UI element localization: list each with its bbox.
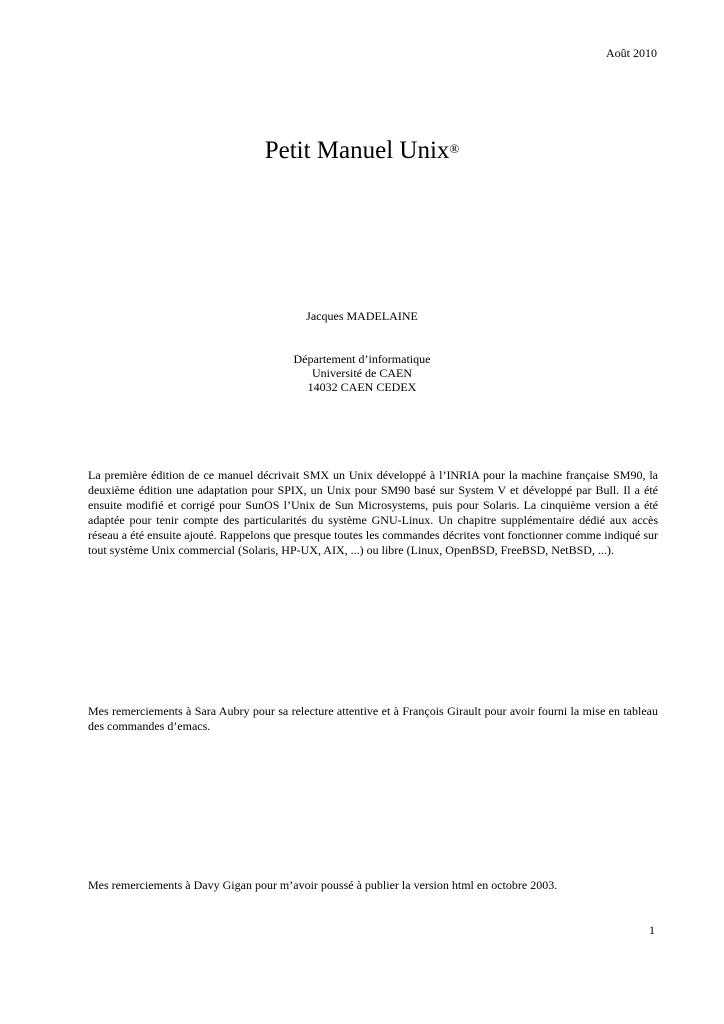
document-date: Août 2010 bbox=[606, 46, 657, 60]
address-university: Université de CAEN bbox=[312, 366, 412, 380]
author-address bbox=[0, 352, 724, 394]
registered-mark: ® bbox=[449, 141, 460, 156]
address-department: Département d’informatique bbox=[293, 352, 431, 366]
intro-paragraph: La première édition de ce manuel décrivait SMX un Unix développé à l’INRIA pour la machine française SM90, la deuxième édition une adaptation pour SPIX, un Unix pour SM90 basé sur System V et développé par Bull. Il a été ensuite modifié et corrigé pour SunOS l’Unix de Sun Microsystems, puis pour Solaris. La cinquième version a été adaptée pour tenir compte des particularités du système GNU-Linux. Un chapitre supplémentaire dédié aux accès réseau a été ensuite ajouté. Rappelons que presque toutes les commandes décrites vont fonctionner comme indiqué sur tout système Unix commercial (Solaris, HP-UX, AIX, ...) ou libre (Linux, OpenBSD, FreeBSD, NetBSD, ...). bbox=[88, 468, 658, 557]
acknowledgement-paragraph-html: Mes remerciements à Davy Gigan pour m’avoir poussé à publier la version html en octobre 2003. bbox=[88, 878, 558, 892]
acknowledgement-paragraph: Mes remerciements à Sara Aubry pour sa relecture attentive et à François Girault pour avoir fourni la mise en tableau des commandes d’emacs. bbox=[88, 704, 658, 733]
address-city: 14032 CAEN CEDEX bbox=[307, 380, 417, 394]
author-name: Jacques MADELAINE bbox=[306, 309, 418, 323]
document-title bbox=[0, 136, 724, 166]
title-text: Petit Manuel Unix bbox=[264, 137, 450, 164]
page-number: 1 bbox=[649, 923, 655, 937]
